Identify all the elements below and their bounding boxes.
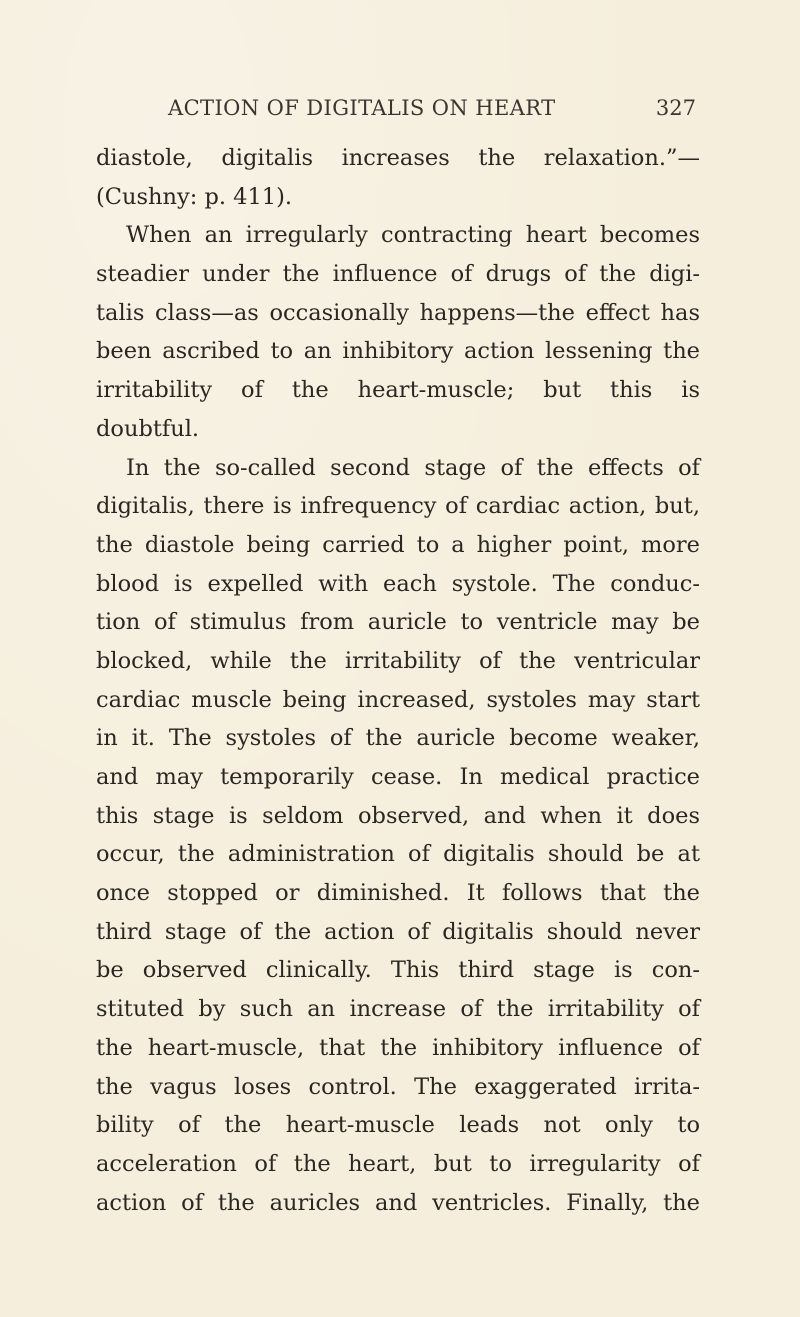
text-line: tion of stimulus from auricle to ventricle may be [96,609,700,636]
text-line: irritability of the heart-muscle; but this is [96,377,700,404]
text-line: acceleration of the heart, but to irregularity of [96,1150,700,1177]
running-title: ACTION OF DIGITALIS ON HEART [168,96,556,120]
body-text [96,139,700,1222]
text-line: third stage of the action of digitalis should never [96,918,700,945]
text-line: once stopped or diminished. It follows that the [96,880,700,907]
text-line: the vagus loses control. The exaggerated irrita- [96,1073,700,1100]
text-line: cardiac muscle being increased, systoles may start [96,686,700,713]
text-line: blood is expelled with each systole. The conduc- [96,570,700,597]
text-line: digitalis, there is infrequency of cardiac action, but, [96,493,700,520]
text-line: be observed clinically. This third stage is con- [96,957,700,984]
text-line: the diastole being carried to a higher point, more [96,531,700,558]
text-line: diastole, digitalis increases the relaxation.”— [96,145,700,171]
text-line: occur, the administration of digitalis should be at [96,841,700,868]
text-line: blocked, while the irritability of the ventricular [96,647,700,674]
text-line: the heart-muscle, that the inhibitory influence of [96,1034,700,1061]
running-head [0,96,800,126]
text-line: in it. The systoles of the auricle become weaker, [96,725,700,752]
text-line: talis class—as occasionally happens—the effect has [96,299,700,326]
text-line: When an irregularly contracting heart becomes [126,222,700,249]
text-line: this stage is seldom observed, and when it does [96,802,700,829]
page-number: 327 [655,96,696,120]
text-line: doubtful. [96,415,200,442]
text-line: (Cushny: p. 411). [96,183,293,210]
text-line: stituted by such an increase of the irritability of [96,996,700,1023]
text-line: In the so-called second stage of the effects of [126,454,700,481]
text-line: action of the auricles and ventricles. Finally, the [96,1189,700,1216]
text-line: steadier under the influence of drugs of the digi- [96,261,700,288]
text-line: and may temporarily cease. In medical practice [96,764,700,790]
text-line: been ascribed to an inhibitory action lessening the [96,338,700,365]
text-line: bility of the heart-muscle leads not only to [96,1112,700,1139]
